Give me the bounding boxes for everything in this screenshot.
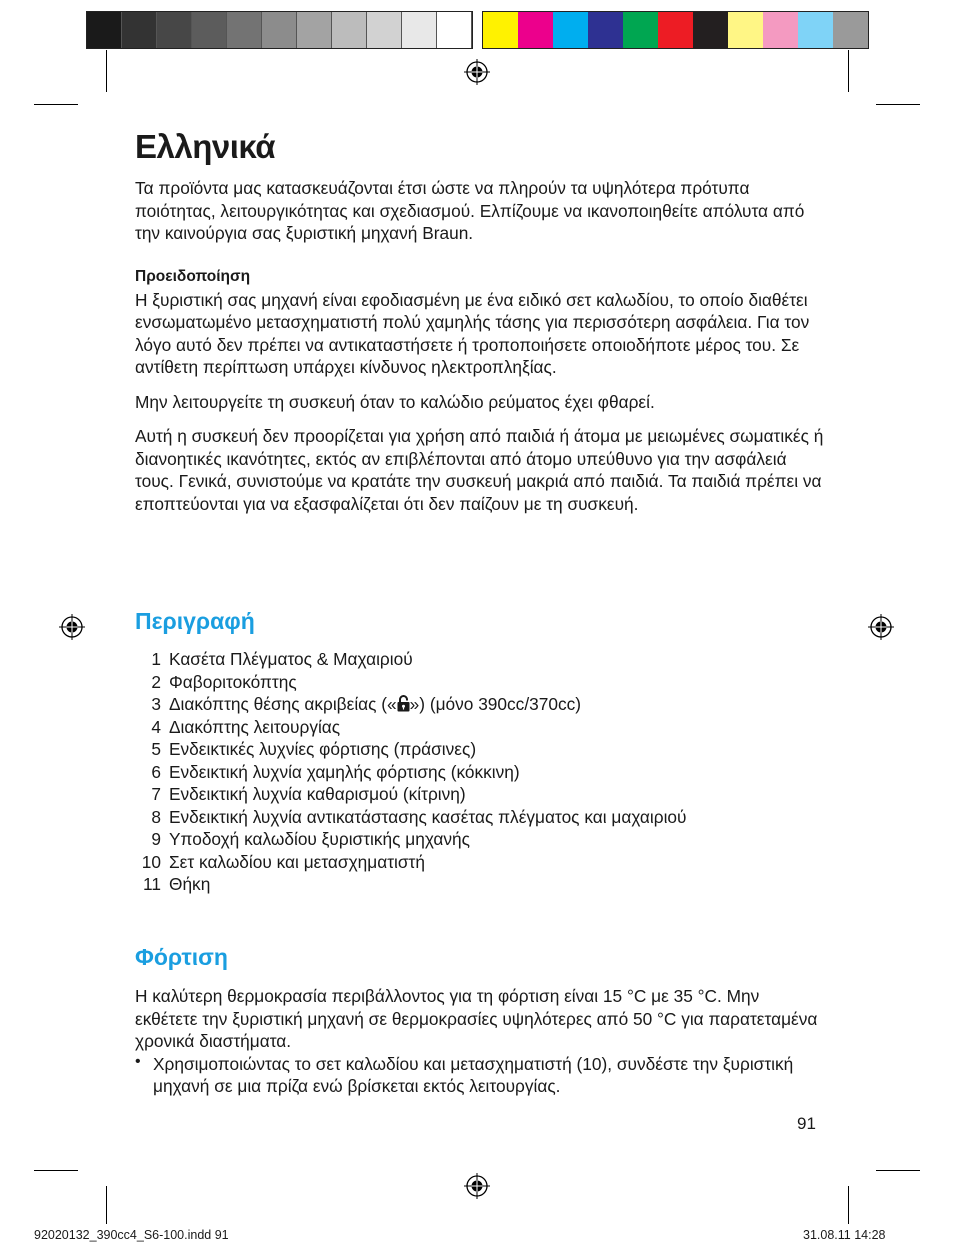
- list-item: [135, 783, 835, 806]
- slug-timestamp: 31.08.11 14:28: [803, 1228, 886, 1242]
- item-number: 11: [143, 874, 161, 894]
- warning-paragraph: Αυτή η συσκευή δεν προορίζεται για χρήση από παιδιά ή άτομα με μειωμένες σωματικές ή διανοητικές ικανότητες, εκτός αν επιβλέπονται από άτομο υπεύθυνο για την ασφάλειά τους. Γενικά, συνιστούμε να κρατάτε την συσκευή μακριά από παιδιά. Τα παιδιά πρέπει να εποπτεύονται για να εξασφαλίζεται ότι δεν παίζουν με τη συσκευή.: [135, 426, 824, 514]
- color-swatch: [297, 12, 332, 48]
- color-swatch: [658, 12, 693, 48]
- list-item: [135, 693, 835, 716]
- charging-section: [135, 985, 825, 1098]
- bullet-symbol: •: [135, 1052, 141, 1070]
- color-swatch: [332, 12, 367, 48]
- padlock-icon: [397, 695, 410, 712]
- color-swatch: [728, 12, 763, 48]
- color-swatch: [227, 12, 262, 48]
- warning-section: [135, 266, 825, 515]
- registration-mark-icon: [868, 614, 894, 640]
- crop-mark: [876, 1170, 920, 1171]
- color-swatch: [588, 12, 623, 48]
- bullet-text: Χρησιμοποιώντας το σετ καλωδίου και μετασχηματιστή (10), συνδέστε την ξυριστική μηχανή σε μια πρίζα ενώ βρίσκεται εκτός λειτουργίας.: [153, 1053, 794, 1096]
- item-text: Σετ καλωδίου και μετασχηματιστή: [169, 851, 425, 872]
- color-swatch: [437, 12, 472, 48]
- list-item: [135, 738, 835, 761]
- item-number: 1: [151, 649, 161, 669]
- bullet-item: [135, 1053, 825, 1098]
- intro-section: [135, 177, 825, 245]
- color-swatch: [553, 12, 588, 48]
- color-swatch: [367, 12, 402, 48]
- color-swatch: [623, 12, 658, 48]
- crop-mark: [34, 104, 78, 105]
- item-text: [169, 693, 581, 716]
- item-number: 8: [151, 806, 161, 827]
- item-text: Διακόπτης λειτουργίας: [169, 716, 341, 737]
- color-swatch: [833, 12, 868, 48]
- list-item: [135, 648, 835, 671]
- item-number: 2: [151, 671, 161, 692]
- color-swatch: [402, 12, 437, 48]
- color-swatch: [87, 12, 122, 48]
- item-text: Ενδεικτική λυχνία καθαρισμού (κίτρινη): [169, 784, 466, 804]
- parts-list: [135, 648, 835, 896]
- page-number: 91: [797, 1114, 816, 1133]
- warning-paragraph: Η ξυριστική σας μηχανή είναι εφοδιασμένη με ένα ειδικό σετ καλωδίου, το οποίο διαθέτει ενσωματωμένο μετασχηματιστή πολύ χαμηλής τάσης για περισσότερη ασφάλεια. Για τον λόγο αυτό δεν πρέπει να αντικαταστήσετε ή τροποποιήσετε οποιοδήποτε μέρος του. Σε αντίθετη περίπτωση υπάρχει κίνδυνος ηλεκτροπληξίας.: [135, 289, 810, 377]
- color-swatch: [192, 12, 227, 48]
- list-item: [135, 716, 835, 739]
- crop-mark: [848, 1186, 849, 1224]
- list-item: [135, 851, 835, 874]
- color-swatch: [798, 12, 833, 48]
- item-number: 6: [151, 761, 161, 782]
- list-item: [135, 761, 835, 784]
- list-item: [135, 671, 835, 694]
- color-swatch: [483, 12, 518, 48]
- color-swatch: [518, 12, 553, 48]
- item-number: 5: [151, 739, 161, 759]
- registration-mark-icon: [59, 614, 85, 640]
- item-number: 10: [141, 851, 161, 872]
- item-text: Υποδοχή καλωδίου ξυριστικής μηχανής: [169, 829, 470, 849]
- charging-paragraph: Η καλύτερη θερμοκρασία περιβάλλοντος για τη φόρτιση είναι 15 °C με 35 °C. Μην εκθέτετε την ξυριστική μηχανή σε θερμοκρασίες υψηλότερες από 50 °C για παρατεταμένα χρονικά διαστήματα.: [135, 986, 818, 1051]
- page-title: Ελληνικά: [135, 128, 275, 165]
- item-number: 4: [151, 716, 161, 737]
- item-text-before: Διακόπτης θέσης ακριβείας («: [169, 694, 397, 714]
- registration-mark-icon: [464, 59, 490, 85]
- warning-paragraph: Μην λειτουργείτε τη συσκευή όταν το καλώδιο ρεύματος έχει φθαρεί.: [135, 391, 655, 412]
- item-number: 9: [151, 829, 161, 849]
- item-text: Κασέτα Πλέγματος & Μαχαιριού: [169, 649, 413, 669]
- item-number: 7: [151, 784, 161, 804]
- intro-paragraph: Τα προϊόντα μας κατασκευάζονται έτσι ώστε να πληρούν τα υψηλότερα πρότυπα ποιότητας, λειτουργικότητας και σχεδιασμού. Ελπίζουμε να ικανοποιηθείτε απόλυτα από την καινούργια σας ξυριστική μηχανή Braun.: [135, 178, 805, 243]
- crop-mark: [106, 1186, 107, 1224]
- item-number: 3: [151, 694, 161, 714]
- color-swatch: [763, 12, 798, 48]
- color-swatch: [262, 12, 297, 48]
- item-text: Ενδεικτικές λυχνίες φόρτισης (πράσινες): [169, 739, 477, 759]
- crop-mark: [106, 50, 107, 92]
- item-text-after: ») (μόνο 390cc/370cc): [409, 694, 581, 714]
- crop-mark: [34, 1170, 78, 1171]
- section-heading-charging: Φόρτιση: [135, 944, 228, 970]
- crop-mark: [876, 104, 920, 105]
- list-item: [135, 873, 835, 896]
- crop-mark: [848, 50, 849, 92]
- item-text: Φαβοριτοκόπτης: [169, 671, 297, 692]
- list-item: [135, 828, 835, 851]
- item-text: Ενδεικτική λυχνία χαμηλής φόρτισης (κόκκινη): [169, 761, 520, 782]
- color-swatch: [122, 12, 157, 48]
- color-calibration-bar: [482, 11, 869, 49]
- item-text: Θήκη: [169, 874, 211, 894]
- warning-heading: Προειδοποίηση: [135, 268, 251, 285]
- color-swatch: [693, 12, 728, 48]
- list-item: [135, 806, 835, 829]
- item-text: Ενδεικτική λυχνία αντικατάστασης κασέτας πλέγματος και μαχαιριού: [169, 806, 687, 827]
- grayscale-calibration-bar: [86, 11, 473, 49]
- slug-file-name: 92020132_390cc4_S6-100.indd 91: [34, 1228, 229, 1242]
- color-swatch: [157, 12, 192, 48]
- section-heading-description: Περιγραφή: [135, 608, 255, 634]
- registration-mark-icon: [464, 1173, 490, 1199]
